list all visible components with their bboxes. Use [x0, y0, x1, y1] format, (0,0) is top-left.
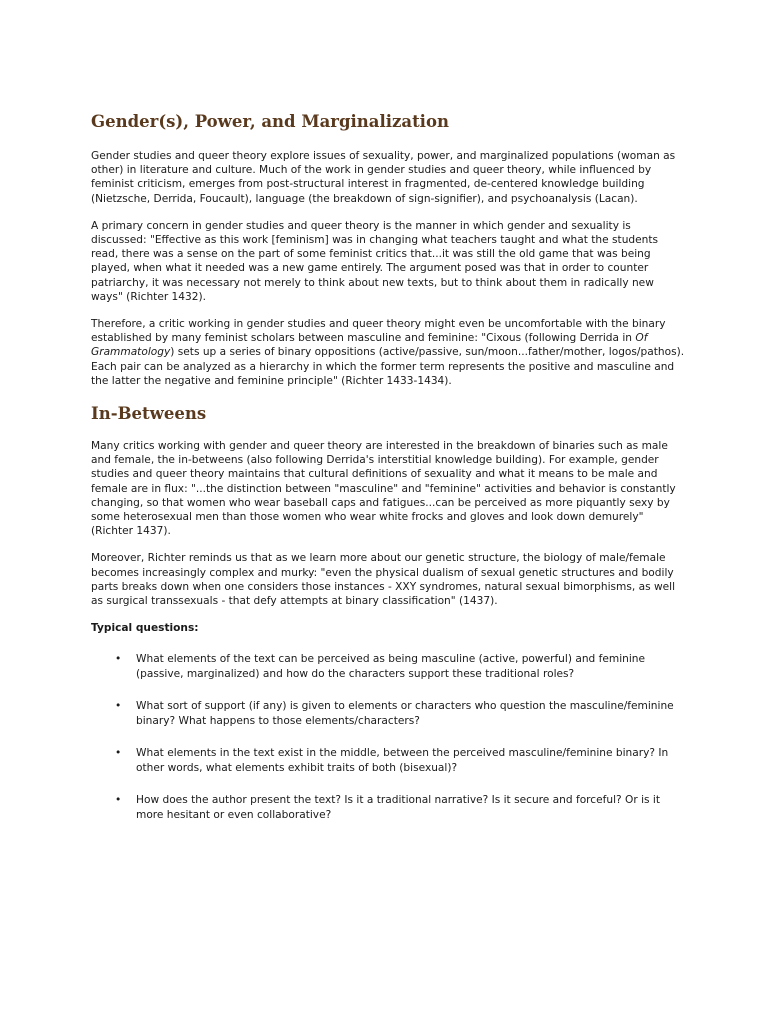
paragraph-binary	[91, 317, 686, 388]
bullet-icon: •	[115, 700, 122, 713]
document-page	[91, 110, 686, 840]
typical-questions-label: Typical questions:	[91, 622, 199, 635]
question-text: What elements in the text exist in the middle, between the perceived masculine/feminine binary? In other words, what elements exhibit traits of both (bisexual)?	[136, 747, 669, 775]
questions-list	[91, 652, 686, 823]
paragraph-genetic-structure: Moreover, Richter reminds us that as we learn more about our genetic structure, the biology of male/female becomes increasingly complex and murky: "even the physical dualism of sexual genetic structures and bodily parts breaks down when one considers those instances - XXY syndromes, natural sexual bimorphisms, as well as surgical transsexuals - that defy attempts at binary classification" (1437).	[91, 552, 676, 608]
book-title-of-grammatology: Of Grammatology	[91, 332, 648, 359]
paragraph-binaries-breakdown: Many critics working with gender and queer theory are interested in the breakdown of binaries such as male and female, the in-betweens (also following Derrida's interstitial knowledge building). For example, gender studies and queer theory maintains that cultural definitions of sexuality and what it means to be male and female are in flux: "...the distinction between "masculine" and "feminine" activities and behavior is constantly changing, so that women who wear baseball caps and fatigues...can be perceived as more piquantly sexy by some heterosexual men than those women who wear white frocks and gloves and look down demurely" (Richter 1437).	[91, 440, 676, 538]
list-item	[91, 793, 686, 823]
question-text: What sort of support (if any) is given to elements or characters who question the masculine/feminine binary? What happens to those elements/characters?	[136, 700, 674, 728]
question-text: What elements of the text can be perceived as being masculine (active, powerful) and feminine (passive, marginalized) and how do the characters support these traditional roles?	[136, 653, 646, 681]
paragraph-primary-concern: A primary concern in gender studies and queer theory is the manner in which gender and sexuality is discussed: "Effective as this work [feminism] was in changing what teachers taught and what the students read, there was a sense on the part of some feminist critics that...it was still the old game that was being played, when what it needed was a new game entirely. The argument posed was that in order to counter patriarchy, it was necessary not merely to think about new texts, but to think about them in radically new ways" (Richter 1432).	[91, 219, 659, 303]
list-item	[91, 746, 686, 776]
bullet-icon: •	[115, 747, 122, 760]
question-text: How does the author present the text? Is it a traditional narrative? Is it secure and forceful? Or is it more hesitant or even collaborative?	[136, 794, 661, 822]
list-item	[91, 652, 686, 682]
bullet-icon: •	[115, 794, 122, 807]
paragraph-binary-text-start: Therefore, a critic working in gender studies and queer theory might even be uncomfortable with the binary established by many feminist scholars between masculine and feminine: "Cixous (following Derrida in	[91, 318, 666, 345]
paragraph-binary-text-end: ) sets up a series of binary oppositions (active/passive, sun/moon...father/mother, logos/pathos). Each pair can be analyzed as a hierarchy in which the former term represents the positive and masculine and the latter the negative and feminine principle" (Richter 1433-1434).	[91, 346, 685, 387]
section-heading-gender-power: Gender(s), Power, and Marginalization	[91, 112, 449, 131]
bullet-icon: •	[115, 653, 122, 666]
section-heading-in-betweens: In-Betweens	[91, 404, 207, 424]
paragraph-intro: Gender studies and queer theory explore issues of sexuality, power, and marginalized populations (woman as other) in literature and culture. Much of the work in gender studies and queer theory, while influenced by feminist criticism, emerges from post-structural interest in fragmented, de-centered knowledge building (Nietzsche, Derrida, Foucault), language (the breakdown of sign-signifier), and psychoanalysis (Lacan).	[91, 150, 676, 205]
list-item	[91, 699, 686, 729]
